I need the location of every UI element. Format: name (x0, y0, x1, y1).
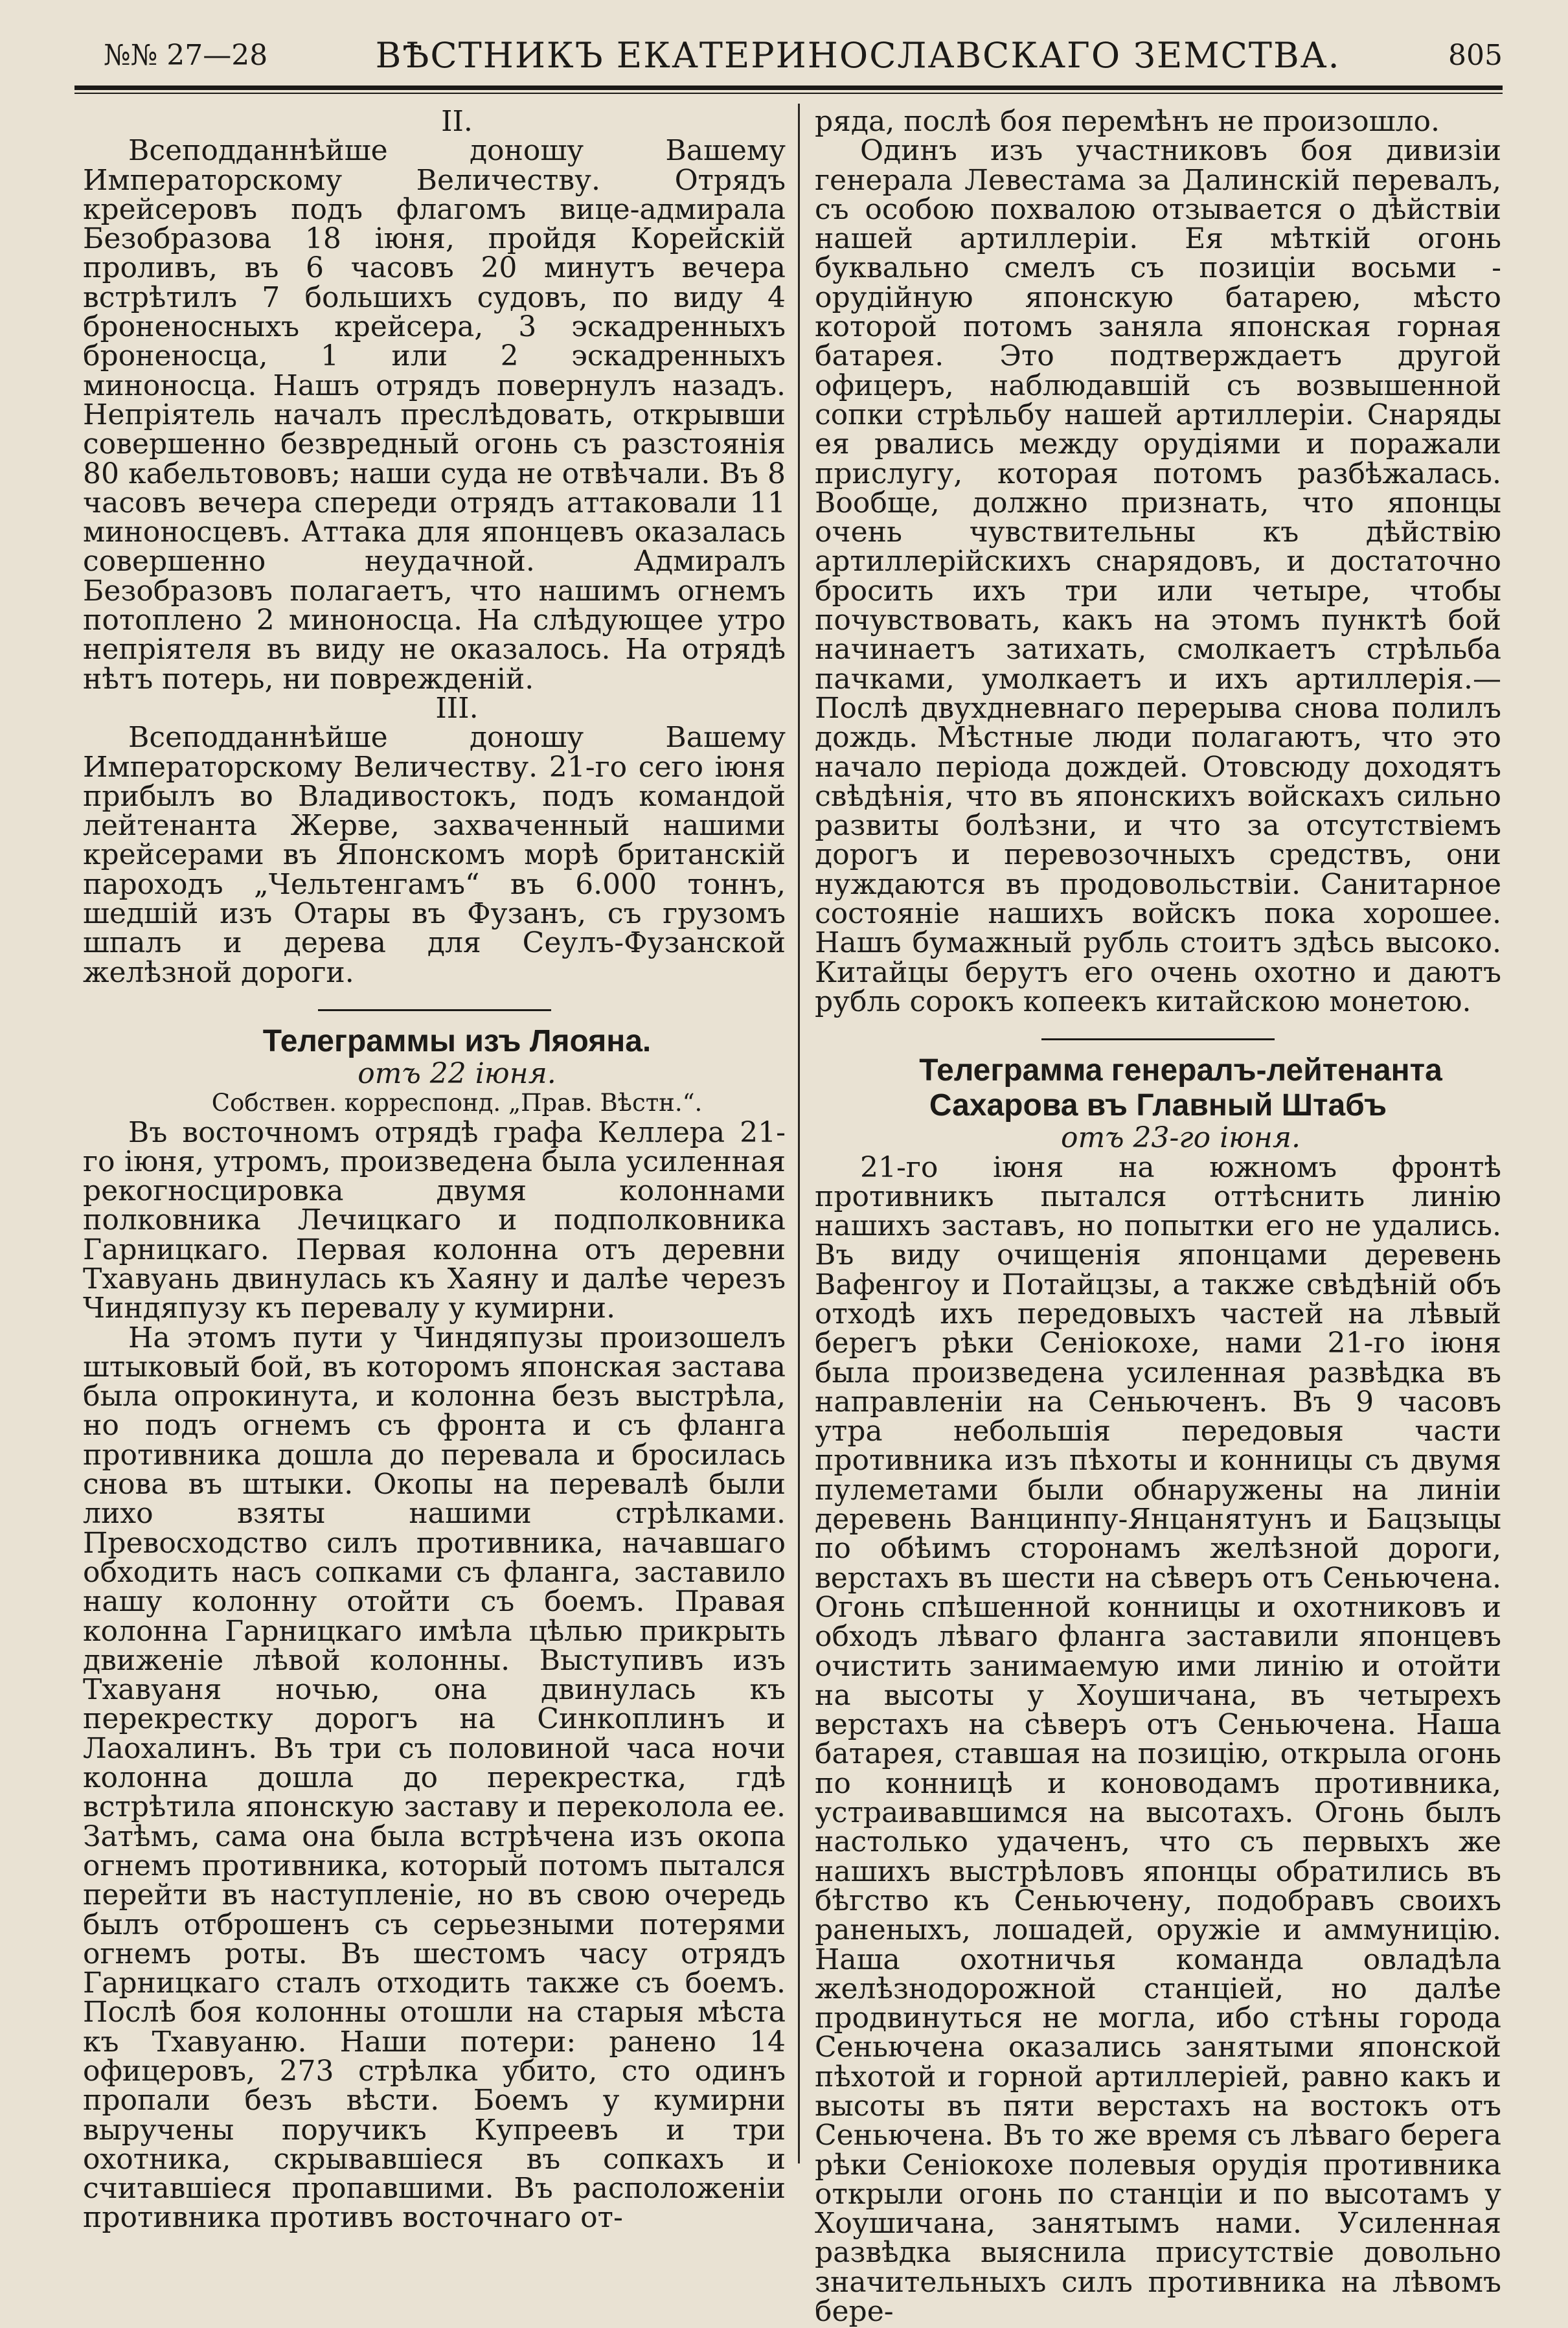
section-numeral-3: III. (435, 691, 479, 725)
column-divider (798, 104, 800, 2163)
issue-number: №№ 27—28 (104, 38, 268, 72)
continued-paragraph: ряда, послѣ боя перемѣнъ не произошло. (815, 105, 1440, 138)
running-header (104, 26, 1503, 84)
article-byline: Собствен. корреспонд. „Прав. Вѣстн.“. (211, 1089, 703, 1117)
journal-title: ВѢСТНИКЪ ЕКАТЕРИНОСЛАВСКАГО ЗЕМСТВА. (375, 34, 1341, 76)
section-numeral-2: II. (441, 105, 473, 138)
article-separator (1041, 1038, 1275, 1040)
article-paragraph: На этомъ пути у Чиндяпузы произошелъ штыковый бой, въ которомъ японская застава была опрокинута, и колонна безъ выстрѣла, но подъ огнемъ съ фронта и съ фланга противника дошла до перевала и бросилась снова въ штыки. Окопы на перевалѣ были лихо взяты нашими стрѣлками. Превосходство силъ противника, начавшаго обходить насъ сопками съ фланга, заставило нашу колонну отойти съ боемъ. Правая колонна Гарницкаго имѣла цѣлью прикрыть движеніе лѣвой колонны. Выступивъ изъ Тхавуаня ночью, она двинулась къ перекрестку дорогъ на Синкоплинъ и Лаохалинъ. Въ три съ половиной часа ночи колонна дошла до перекрестка, гдѣ встрѣтила японскую заставу и переколола ее. Затѣмъ, сама она была встрѣчена изъ окопа огнемъ противника, который потомъ пытался перейти въ наступленіе, но въ свою очередь былъ отброшенъ съ серьезными потерями огнемъ роты. Въ шестомъ часу отрядъ Гарницкаго сталъ отходить также съ боемъ. Послѣ боя колонны отошли на старыя мѣста къ Тхавуаню. Наши потери: ранено 14 офицеровъ, 273 стрѣлка убито, сто одинъ пропали безъ вѣсти. Боемъ у кумирни выручены поручикъ Купреевъ и три охотника, скрывавшіеся въ сопкахъ и считавшіеся пропавшими. Въ расположеніи противника противъ восточнаго от- (83, 1321, 786, 2235)
right-column (815, 105, 1501, 2328)
article-title-sakharov: Телеграмма генералъ-лейтенанта Сахарова въ Главный Штабъ (919, 1053, 1442, 1123)
article-title-liaoyang: Телеграммы изъ Ляояна. (262, 1023, 652, 1058)
section-2-text: Всеподданнѣйше доношу Вашему Императорскому Величеству. Отрядъ крейсеровъ подъ флагомъ вице-адмирала Безобразова 18 іюня, пройдя Корейскій проливъ, въ 6 часовъ 20 минутъ вечера встрѣтилъ 7 большихъ судовъ, по виду 4 броненосныхъ крейсера, 3 эскадренныхъ броненосца, 1 или 2 эскадренныхъ миноносца. Нашъ отрядъ повернулъ назадъ. Непріятель началъ преслѣдовать, открывши совершенно безвредный огонь съ разстоянія 80 кабельтововъ; наши суда не отвѣчали. Въ 8 часовъ вечера спереди отрядъ аттаковали 11 миноносцевъ. Аттака для японцевъ оказалась совершенно неудачной. Адмиралъ Безобразовъ полагаетъ, что нашимъ огнемъ потоплено 2 миноносца. На слѣдующее утро непріятеля въ виду не оказалось. На отрядѣ нѣтъ потерь, ни поврежденій. (83, 134, 786, 696)
continued-paragraph: Одинъ изъ участниковъ боя дивизіи генерала Левестама за Далинскій перевалъ, съ особою похвалою отзывается о дѣйствіи нашей артиллеріи. Ея мѣткій огонь буквально смелъ съ позиціи восьми - орудійную японскую батарею, мѣсто которой потомъ заняла японская горная батарея. Это подтверждаетъ другой офицеръ, наблюдавшій съ возвышенной сопки стрѣльбу нашей артиллеріи. Снаряды ея рвались между орудіями и поражали прислугу, которая потомъ разбѣжалась. Вообще, должно признать, что японцы очень чувствительны къ дѣйствію артиллерійскихъ снарядовъ, и достаточно бросить ихъ три или четыре, чтобы почувствовать, какъ на этомъ пунктѣ бой начинаетъ затихать, смолкаетъ стрѣльба пачками, умолкаетъ и ихъ артиллерія.—Послѣ двухдневнаго перерыва снова полилъ дождь. Мѣстные люди полагаютъ, что это начало періода дождей. Отовсюду доходятъ свѣдѣнія, что въ японскихъ войскахъ сильно развиты болѣзни, и что за отсутствіемъ дорогъ и перевозочныхъ средствъ, они нуждаются въ продовольствіи. Санитарное состояніе нашихъ войскъ пока хорошее. Нашъ бумажный рубль стоитъ здѣсь высоко. Китайцы берутъ его очень охотно и даютъ рубль сорокъ копеекъ китайскою монетою. (815, 134, 1501, 1018)
article-paragraph: 21-го іюня на южномъ фронтѣ противникъ пытался оттѣснить линію нашихъ заставъ, но попытки его не удались. Въ виду очищенія японцами деревень Вафенгоу и Потайцзы, а также свѣдѣній объ отходѣ ихъ передовыхъ частей на лѣвый берегъ рѣки Сеніокохе, нами 21-го іюня была произведена усиленная развѣдка въ направленіи на Сеньюченъ. Въ 9 часовъ утра небольшія передовыя части противника изъ пѣхоты и конницы съ двумя пулеметами были обнаружены на линіи деревень Ванцинпу-Янцанятунъ и Бацзыцы по обѣимъ сторонамъ желѣзной дороги, верстахъ въ шести на сѣверъ отъ Сеньючена. Огонь спѣшенной конницы и охотниковъ и обходъ лѣваго фланга заставили японцевъ очистить занимаемую ими линію и отойти на высоты у Хоушичана, въ четырехъ верстахъ на сѣверъ отъ Сеньючена. Наша батарея, ставшая на позицію, открыла огонь по конницѣ и коноводамъ противника, устраивавшимся на высотахъ. Огонь былъ настолько удаченъ, что съ первыхъ же нашихъ выстрѣловъ японцы обратились въ бѣгство къ Сеньючену, подобравъ своихъ раненыхъ, лошадей, оружіе и аммуницію. Наша охотничья команда овладѣла желѣзнодорожной станціей, но далѣе продвинуться не могла, ибо стѣны города Сеньючена оказались занятыми японской пѣхотой и горной артиллеріей, равно какъ и высоты въ пяти верстахъ на востокъ отъ Сеньючена. Въ то же время съ лѣваго берега рѣки Сеніокохе полевыя орудія противника открыли огонь по станціи и по высотамъ у Хоушичана, занятымъ нами. Усиленная развѣдка выяснила присутствіе довольно значительныхъ силъ противника на лѣвомъ бере- (815, 1150, 1501, 2328)
left-column (83, 105, 786, 2235)
section-3-text: Всеподданнѣйше доношу Вашему Императорскому Величеству. 21-го сего іюня прибылъ во Владивостокъ, подъ командой лейтенанта Жерве, захваченный нашими крейсерами въ Японскомъ морѣ британскій пароходъ „Чельтенгамъ“ въ 6.000 тоннъ, шедшій изъ Отары въ Фузанъ, съ грузомъ шпалъ и дерева для Сеулъ-Фузанской желѣзной дороги. (83, 721, 786, 989)
article-date-liaoyang: отъ 22 іюня. (358, 1056, 556, 1090)
page-number: 805 (1448, 38, 1503, 72)
header-rule (74, 86, 1503, 94)
article-date-sakharov: отъ 23-го іюня. (1060, 1121, 1301, 1155)
article-separator (318, 1009, 551, 1011)
article-paragraph: Въ восточномъ отрядѣ графа Келлера 21-го іюня, утромъ, произведена была усиленная рекогносцировка двумя колоннами полковника Лечицкаго и подполковника Гарницкаго. Первая колонна отъ деревни Тхавуань двинулась къ Хаяну и далѣе черезъ Чиндяпузу къ перевалу у кумирни. (83, 1115, 786, 1325)
